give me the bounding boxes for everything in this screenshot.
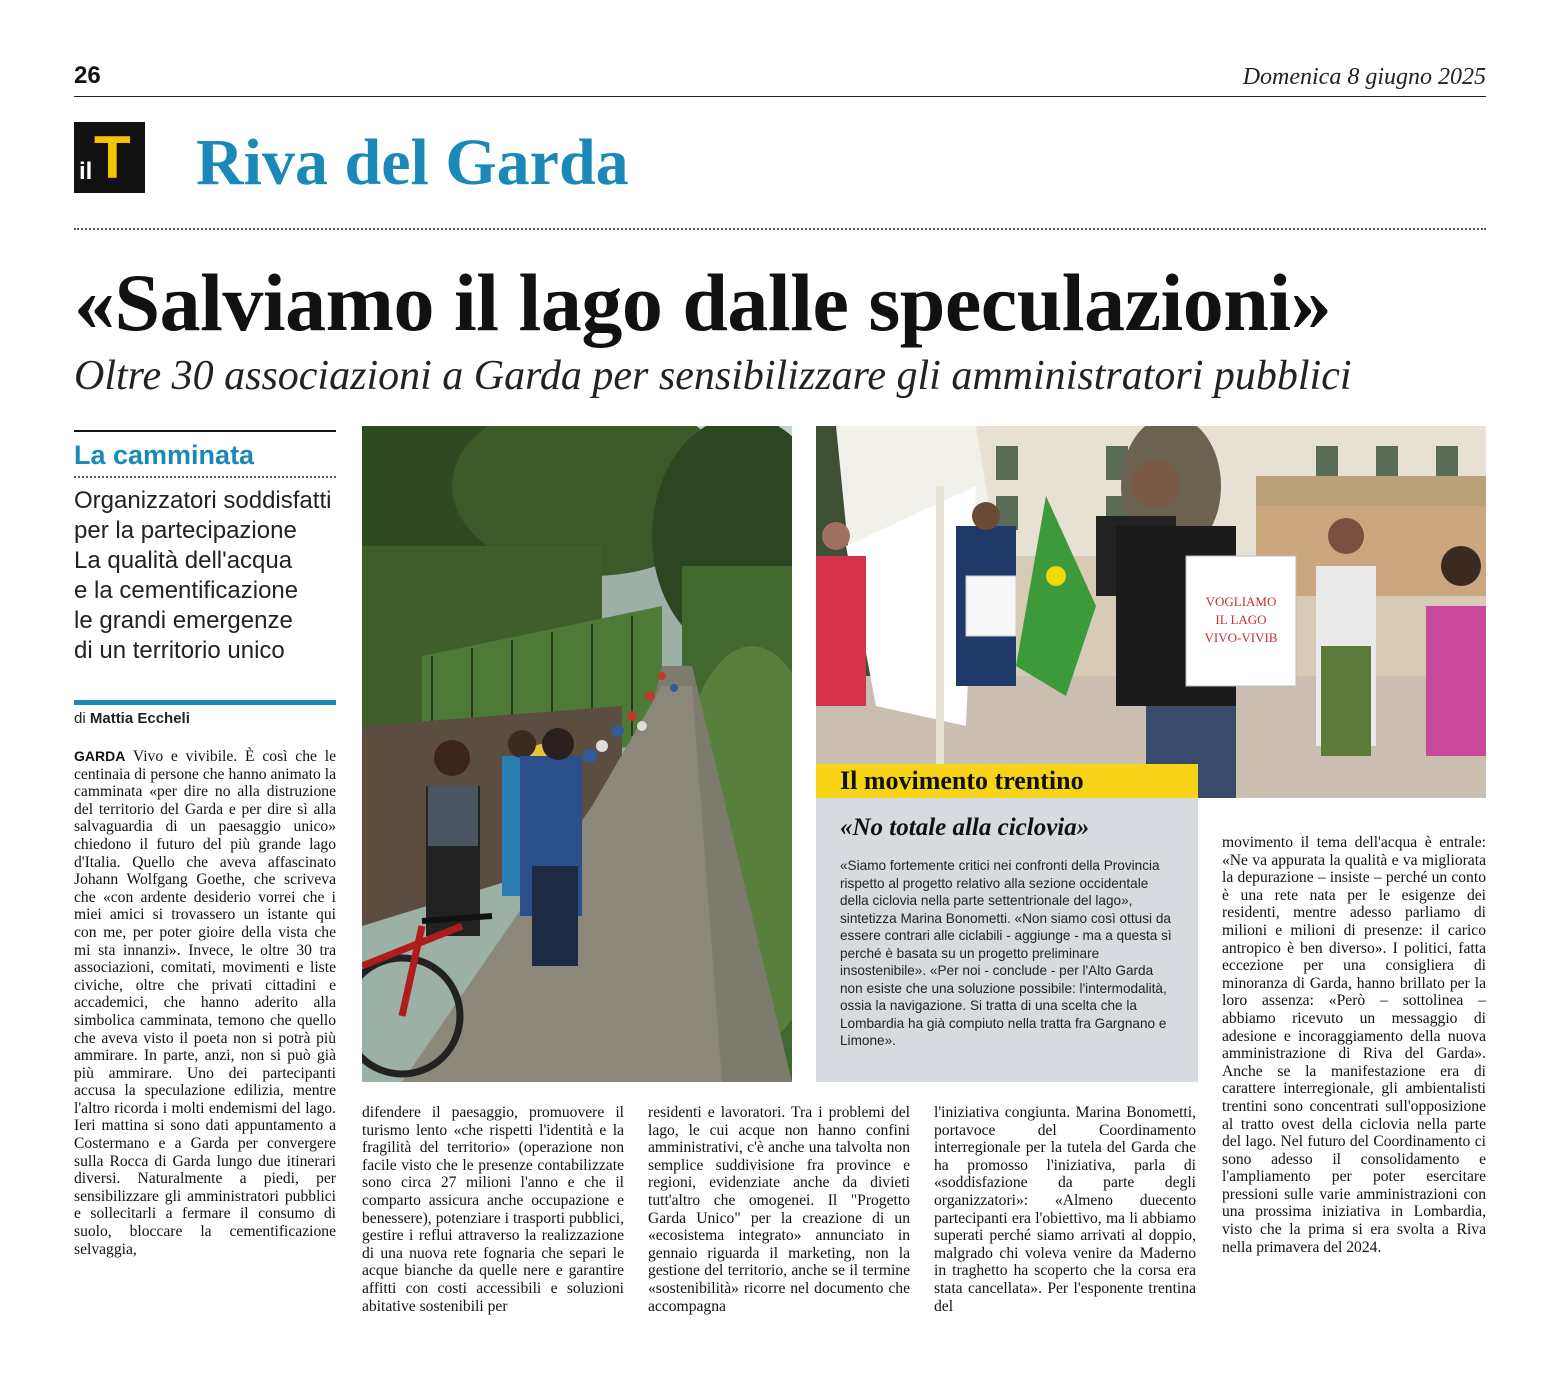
column-text: movimento il tema dell'acqua è entrale: «Ne va appurata la qualità e va migliorata la depurazione – insiste – perché un conto è una rete nata per le esigenze dei residenti, mentre adesso parliamo di milioni e milioni di presenze: il carico antropico è ben diverso». I politici, fatta eccezione per una consigliera di minoranza di Garda, hanno brillato per la loro assenza: «Però – sottolinea – abbiamo ricevuto un messaggio di adesione e incoraggiamento della nuova amministrazione di Riva del Garda». Anche se la manifestazione era di carattere interregionale, gli ambientalisti trentini sono concentrati sull'opposizione al tratto ovest della ciclovia nella parte del lago. Nel futuro del Coordinamento ci sono adesso il consolidamento e l'ampliamento per poter esercitare pressioni sulle varie amministrazioni con una prossima iniziativa in Lombardia, visto che la prima si era svolta a Riva nella primavera del 2024.: [1222, 834, 1486, 1256]
article-column-1: [74, 748, 336, 1258]
top-divider: [74, 96, 1486, 97]
sidebar-line: per la partecipazione: [74, 517, 297, 544]
article-headline: «Salviamo il lago dalle speculazioni»: [74, 257, 1332, 348]
sign-line-2: IL LAGO: [1215, 612, 1267, 627]
article-column-4: [934, 1104, 1196, 1315]
sign-line-1: VOGLIAMO: [1205, 594, 1277, 609]
sign-line-3: VIVO-VIVIB: [1204, 630, 1278, 645]
box-label: [816, 764, 1198, 798]
photo-protesters-illustration: [816, 426, 1486, 798]
photo-hikers-illustration: [362, 426, 792, 1082]
byline-rule: [74, 700, 336, 705]
column-text: difendere il paesaggio, promuovere il turismo lento «che rispetti l'identità e la fragilità del territorio» (operazione non facile visto che le presenze contabilizzate sono circa 27 milioni l'anno e che il comparto assicura anche occupazione e benessere), potenziare i trasporti pubblici, gestire i reflui attraverso la realizzazione di una nuova rete fognaria che separi le acque bianche da quelle nere e garantire affitti con costi accessibili e soluzioni abitative sostenibili per: [362, 1104, 624, 1315]
sidebar-line: di un territorio unico: [74, 637, 285, 664]
sidebar-line: La qualità dell'acqua: [74, 547, 293, 574]
sidebar-divider: [74, 476, 336, 478]
article-subheadline: Oltre 30 associazioni a Garda per sensibilizzare gli amministratori pubblici: [74, 353, 1352, 399]
photo-protesters: [816, 426, 1486, 798]
logo-letters-il: il: [79, 158, 93, 185]
sidebar-line: Organizzatori soddisfatti: [74, 487, 332, 514]
byline: [74, 710, 190, 727]
article-column-5: [1222, 834, 1486, 1256]
column-text: l'iniziativa congiunta. Marina Bonometti, portavoce del Coordinamento interregionale per la tutela del Garda che ha promosso l'iniziativa, parla di «soddisfazione da parte degli organizzatori»: «Almeno duecento partecipanti era l'obiettivo, ma li abbiamo superati perché siamo arrivati al doppio, malgrado chi voleva venire da Maderno in traghetto ha scoperto che la corsa era stata cancellata». Per l'esponente trentina del: [934, 1104, 1196, 1315]
sidebar-rule: [74, 430, 336, 432]
newspaper-logo: [74, 122, 145, 193]
section-title: Riva del Garda: [196, 126, 629, 199]
photo-hikers-path: [362, 426, 792, 1082]
page-date: Domenica 8 giugno 2025: [1242, 64, 1486, 90]
column-text: Vivo e vivibile. È così che le centinaia di persone che hanno animato la camminata «per dire no alla distruzione del territorio del Garda e per dire sì alla salvaguardia di un paesaggio unico» chiedono il futuro del più grande lago d'Italia. Quello che aveva affascinato Johann Wolfgang Goethe, che scriveva che «con ardente desiderio vorrei che i miei amici si trovassero un istante qui con me, per poter gioire della vista che mi sta innanzi». Invece, le oltre 30 tra associazioni, comitati, movimenti e liste civiche, oltre che privati cittadini e accademici, che hanno aderito alla simbolica camminata, temono che quello che aveva visto il poeta non si potrà più ammirare. In parte, anzi, non si può già più ammirare. Uno dei partecipanti accusa la speculazione edilizia, mentre l'altro ricorda i molti endemismi del lago. Ieri mattina si sono dati appuntamento a Costermano e a Garda per convergere sulla Rocca di Garda lungo due itinerari diversi. Naturalmente a piedi, per sensibilizzare gli amministratori pubblici e sollecitarli a fermare il consumo di suolo, bloccare la cementificazione selvaggia,: [74, 748, 336, 1258]
sidebar-summary: [74, 486, 336, 666]
sidebar-title: La camminata: [74, 440, 255, 470]
byline-prefix: di: [74, 710, 86, 727]
sidebar-line: e la cementificazione: [74, 577, 299, 604]
sidebar-line: le grandi emergenze: [74, 607, 293, 634]
box-quote: «No totale alla ciclovia»: [840, 814, 1090, 841]
section-divider: [74, 228, 1486, 230]
column-text: residenti e lavoratori. Tra i problemi del lago, le cui acque non hanno confini amministrativi, c'è anche una talvolta non semplice suddivisione fra province e regioni, evidenziate anche da divieti tutt'altro che omogenei. Il "Progetto Garda Unico" per la creazione di un «ecosistema integrato» annunciato in gennaio riguarda il marketing, non la gestione del territorio, anche se il termine «sostenibilità» ricorre nel documento che accompagna: [648, 1104, 910, 1315]
logo-letter-t: T: [94, 124, 131, 191]
box-text: «Siamo fortemente critici nei confronti della Provincia rispetto al progetto relativo alla sezione occidentale della ciclovia nella parte settentrionale del lago», sintetizza Marina Bonometti. «Non siamo così ottusi da essere contrari alle ciclabili - aggiunge - ma a questa sì perché è basata su un progetto preliminare insostenibile». «Per noi - conclude - per l'Alto Garda non esiste che una soluzione possibile: l'intermodalità, ossia la navigazione. Si tratta di una scelta che la Lombardia ha già compiuto nella tratta fra Gargnano e Limone».: [840, 858, 1172, 1048]
page-number: 26: [74, 62, 101, 89]
article-column-2: [362, 1104, 624, 1315]
article-column-3: [648, 1104, 910, 1315]
byline-author: Mattia Eccheli: [89, 710, 190, 727]
dateline: GARDA: [74, 748, 126, 764]
box-label-text: Il movimento trentino: [840, 766, 1084, 795]
